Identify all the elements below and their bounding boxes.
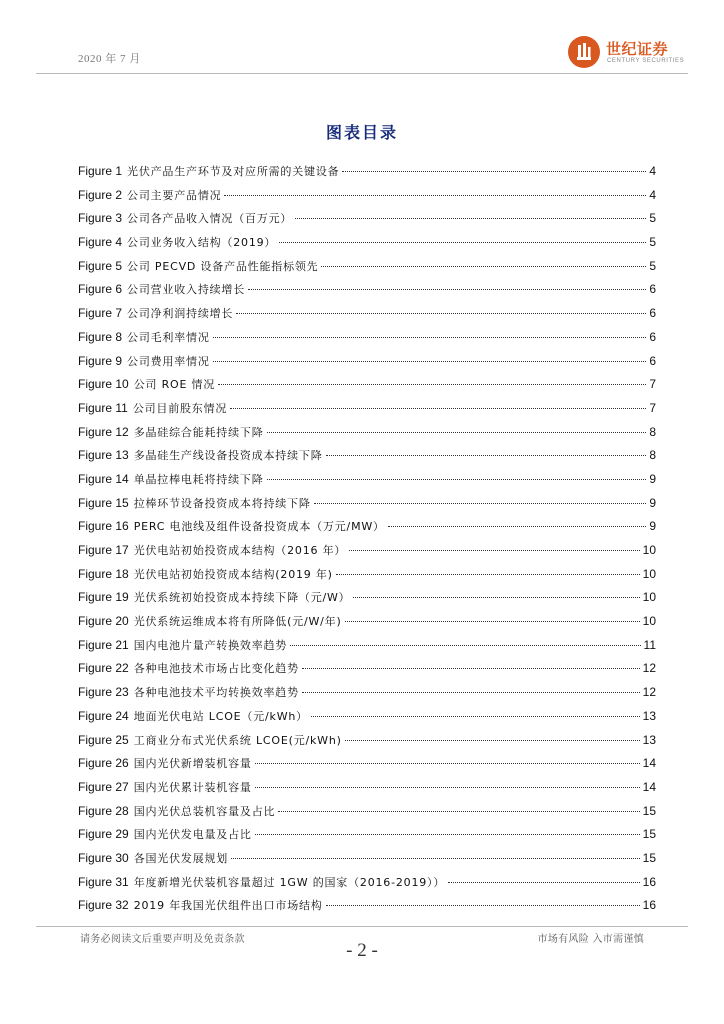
- toc-entry[interactable]: [78, 776, 656, 800]
- toc-entry-title: 国内电池片量产转换效率趋势: [133, 638, 288, 652]
- toc-entry-label: Figure 22: [78, 661, 129, 676]
- toc-entry-page: 4: [649, 164, 656, 178]
- toc-entry[interactable]: [78, 421, 656, 445]
- toc-entry-label: Figure 1: [78, 164, 123, 178]
- toc-entry-label: Figure 16: [78, 519, 129, 534]
- toc-entry-page: 14: [642, 779, 656, 794]
- toc-entry-label: Figure 3: [78, 211, 123, 226]
- toc-entry-title: 单晶拉棒电耗将持续下降: [133, 472, 264, 486]
- toc-entry-title: 各种电池技术平均转换效率趋势: [133, 686, 299, 700]
- toc-entry[interactable]: [78, 871, 656, 895]
- toc-entry[interactable]: [78, 302, 656, 326]
- toc-entry-title: 各国光伏发展规划: [133, 851, 229, 865]
- toc-entry[interactable]: [78, 800, 656, 824]
- toc-dot-leader: [302, 692, 640, 693]
- toc-entry-page: 8: [649, 424, 656, 439]
- logo-name-cn: 世纪证券: [606, 40, 669, 58]
- toc-entry-title: 公司主要产品情况: [127, 188, 222, 202]
- toc-entry-label: Figure 18: [78, 566, 129, 581]
- toc-dot-leader: [279, 242, 646, 243]
- figure-list: [78, 160, 656, 918]
- toc-entry[interactable]: [78, 255, 656, 279]
- toc-entry-title: 年度新增光伏装机容量超过 1GW 的国家（2016-2019））: [133, 875, 446, 889]
- toc-entry-label: Figure 2: [78, 187, 123, 202]
- toc-dot-leader: [448, 882, 639, 883]
- toc-dot-leader: [290, 645, 640, 646]
- toc-entry-page: 6: [649, 353, 656, 368]
- toc-entry-label: Figure 15: [78, 495, 129, 510]
- toc-dot-leader: [213, 337, 647, 338]
- toc-title: 图表目录: [325, 123, 398, 142]
- toc-dot-leader: [326, 905, 640, 906]
- toc-entry[interactable]: [78, 752, 656, 776]
- toc-entry-page: 15: [642, 803, 656, 818]
- toc-entry-label: Figure 8: [78, 329, 123, 344]
- toc-entry-title: 光伏电站初始投资成本结构(2019 年): [133, 567, 333, 581]
- toc-entry[interactable]: [78, 515, 656, 539]
- toc-entry-label: Figure 27: [78, 779, 129, 794]
- toc-entry-title: 公司 ROE 情况: [133, 378, 216, 392]
- toc-entry-title: 国内光伏发电量及占比: [133, 828, 252, 842]
- toc-dot-leader: [345, 740, 640, 741]
- toc-entry-page: 15: [642, 827, 656, 842]
- toc-entry-title: 各种电池技术市场占比变化趋势: [133, 662, 299, 676]
- toc-entry[interactable]: [78, 231, 656, 255]
- toc-dot-leader: [278, 811, 639, 812]
- toc-entry-label: Figure 9: [78, 353, 123, 368]
- toc-entry-page: 14: [642, 756, 656, 771]
- toc-entry-title: 多晶硅生产线设备投资成本持续下降: [133, 449, 323, 463]
- footer-divider: [36, 926, 688, 927]
- toc-entry-label: Figure 11: [78, 400, 128, 415]
- toc-entry[interactable]: [78, 350, 656, 374]
- toc-entry-label: Figure 19: [78, 590, 129, 605]
- toc-entry-title: 光伏系统运维成本将有所降低(元/W/年): [133, 615, 342, 629]
- toc-entry-label: Figure 6: [78, 282, 123, 297]
- toc-entry-page: 4: [649, 187, 656, 202]
- toc-dot-leader: [224, 195, 646, 196]
- toc-dot-leader: [218, 384, 646, 385]
- page-number: - 2 -: [346, 940, 378, 961]
- toc-dot-leader: [302, 668, 640, 669]
- toc-entry-title: 多晶硅综合能耗持续下降: [133, 425, 264, 439]
- toc-entry-title: 拉棒环节设备投资成本将持续下降: [133, 496, 311, 510]
- toc-dot-leader: [342, 171, 646, 172]
- toc-entry-page: 11: [643, 637, 656, 652]
- toc-dot-leader: [236, 313, 646, 314]
- toc-entry-page: 5: [649, 258, 656, 273]
- toc-entry-title: 光伏电站初始投资成本结构（2016 年）: [133, 544, 347, 557]
- toc-entry-label: Figure 30: [78, 850, 129, 865]
- toc-dot-leader: [314, 503, 647, 504]
- toc-dot-leader: [231, 858, 640, 859]
- toc-entry-label: Figure 32: [78, 898, 129, 913]
- toc-entry-title: 国内光伏新增装机容量: [133, 757, 252, 771]
- toc-entry[interactable]: [78, 705, 656, 729]
- toc-dot-leader: [255, 787, 640, 788]
- toc-entry-label: Figure 23: [78, 685, 129, 700]
- toc-entry-label: Figure 20: [78, 614, 129, 629]
- toc-dot-leader: [353, 597, 639, 598]
- toc-entry[interactable]: [78, 539, 656, 563]
- toc-dot-leader: [295, 218, 646, 219]
- toc-entry-page: 12: [642, 685, 656, 700]
- toc-entry-label: Figure 29: [78, 827, 129, 842]
- toc-entry-page: 8: [649, 448, 656, 463]
- toc-dot-leader: [230, 408, 646, 409]
- toc-entry-page: 10: [642, 543, 656, 557]
- toc-entry[interactable]: [78, 278, 656, 302]
- toc-entry-title: PERC 电池线及组件设备投资成本（万元/MW）: [133, 520, 385, 534]
- toc-entry-label: Figure 14: [78, 471, 129, 486]
- toc-entry-page: 15: [642, 850, 656, 865]
- toc-entry-page: 5: [649, 235, 656, 250]
- footer-risk-warning: 市场有风险 入市需谨慎: [537, 934, 644, 945]
- toc-entry-title: 公司费用率情况: [127, 354, 210, 368]
- toc-entry[interactable]: [78, 634, 656, 658]
- toc-entry-title: 国内光伏总装机容量及占比: [133, 804, 276, 818]
- toc-entry-page: 16: [642, 898, 656, 913]
- toc-entry-label: Figure 28: [78, 803, 129, 818]
- toc-entry[interactable]: [78, 492, 656, 516]
- toc-entry-title: 光伏系统初始投资成本持续下降（元/W）: [133, 591, 351, 605]
- toc-entry-page: 12: [642, 661, 656, 676]
- toc-entry[interactable]: [78, 326, 656, 350]
- toc-entry-title: 光伏产品生产环节及对应所需的关键设备: [127, 165, 340, 178]
- toc-entry-page: 16: [642, 874, 656, 889]
- toc-entry[interactable]: [78, 207, 656, 231]
- toc-entry[interactable]: [78, 160, 656, 184]
- toc-entry-page: 13: [642, 708, 656, 723]
- toc-entry-title: 地面光伏电站 LCOE（元/kWh）: [133, 709, 308, 723]
- toc-dot-leader: [349, 550, 639, 551]
- toc-dot-leader: [321, 266, 646, 267]
- toc-dot-leader: [345, 621, 640, 622]
- toc-entry-title: 公司营业收入持续增长: [127, 283, 246, 297]
- toc-entry-page: 6: [649, 306, 656, 321]
- toc-dot-leader: [255, 834, 640, 835]
- toc-entry-label: Figure 5: [78, 258, 123, 273]
- company-logo: [568, 36, 685, 72]
- toc-entry-label: Figure 17: [78, 543, 129, 557]
- toc-entry-page: 7: [649, 377, 656, 392]
- toc-entry-page: 6: [649, 329, 656, 344]
- toc-entry[interactable]: [78, 729, 656, 753]
- toc-entry[interactable]: [78, 397, 656, 421]
- toc-entry-title: 公司各产品收入情况（百万元）: [127, 212, 293, 226]
- toc-entry[interactable]: [78, 563, 656, 587]
- toc-dot-leader: [248, 289, 646, 290]
- toc-entry-label: Figure 4: [78, 235, 123, 250]
- toc-entry-title: 公司净利润持续增长: [127, 307, 234, 321]
- report-date: 2020 年 7 月: [78, 53, 141, 65]
- toc-entry-page: 6: [649, 282, 656, 297]
- toc-dot-leader: [326, 455, 647, 456]
- toc-entry-page: 10: [642, 566, 656, 581]
- toc-entry-label: Figure 7: [78, 306, 123, 321]
- toc-dot-leader: [255, 763, 640, 764]
- toc-entry-page: 9: [649, 519, 656, 534]
- toc-entry[interactable]: [78, 610, 656, 634]
- toc-entry-title: 公司毛利率情况: [127, 330, 210, 344]
- toc-entry-title: 公司 PECVD 设备产品性能指标领先: [127, 259, 319, 273]
- toc-entry-title: 工商业分布式光伏系统 LCOE(元/kWh): [133, 733, 342, 747]
- toc-entry-label: Figure 21: [78, 637, 129, 652]
- toc-entry-page: 13: [642, 732, 656, 747]
- header-divider: [36, 73, 688, 74]
- toc-entry[interactable]: [78, 823, 656, 847]
- toc-entry[interactable]: [78, 373, 656, 397]
- toc-entry[interactable]: [78, 894, 656, 918]
- toc-entry-page: 9: [649, 471, 656, 486]
- logo-name-en: CENTURY SECURITIES: [607, 58, 685, 64]
- toc-entry-label: Figure 31: [78, 874, 129, 889]
- toc-entry[interactable]: [78, 586, 656, 610]
- toc-entry[interactable]: [78, 184, 656, 208]
- toc-entry-title: 国内光伏累计装机容量: [133, 780, 252, 794]
- toc-dot-leader: [267, 479, 647, 480]
- toc-entry-page: 7: [649, 400, 656, 415]
- toc-entry-label: Figure 10: [78, 377, 129, 392]
- toc-entry-label: Figure 25: [78, 732, 129, 747]
- toc-entry[interactable]: [78, 444, 656, 468]
- toc-entry[interactable]: [78, 681, 656, 705]
- toc-entry-label: Figure 26: [78, 756, 129, 771]
- century-securities-logo-icon: [568, 36, 600, 68]
- toc-entry-page: 5: [649, 211, 656, 226]
- toc-dot-leader: [213, 361, 647, 362]
- toc-entry-title: 公司目前股东情况: [132, 401, 228, 415]
- toc-entry-page: 9: [649, 495, 656, 510]
- toc-entry-title: 2019 年我国光伏组件出口市场结构: [133, 899, 323, 913]
- footer-disclaimer: 请务必阅读文后重要声明及免责条款: [80, 934, 245, 945]
- toc-dot-leader: [267, 432, 647, 433]
- toc-entry-page: 10: [642, 590, 656, 605]
- toc-entry-label: Figure 13: [78, 448, 129, 463]
- toc-dot-leader: [311, 716, 640, 717]
- toc-entry[interactable]: [78, 657, 656, 681]
- toc-dot-leader: [388, 526, 646, 527]
- toc-entry-page: 10: [642, 614, 656, 629]
- toc-entry[interactable]: [78, 847, 656, 871]
- toc-entry-label: Figure 12: [78, 424, 129, 439]
- toc-entry[interactable]: [78, 468, 656, 492]
- toc-entry-title: 公司业务收入结构（2019）: [127, 236, 277, 250]
- toc-dot-leader: [336, 574, 640, 575]
- toc-entry-label: Figure 24: [78, 708, 129, 723]
